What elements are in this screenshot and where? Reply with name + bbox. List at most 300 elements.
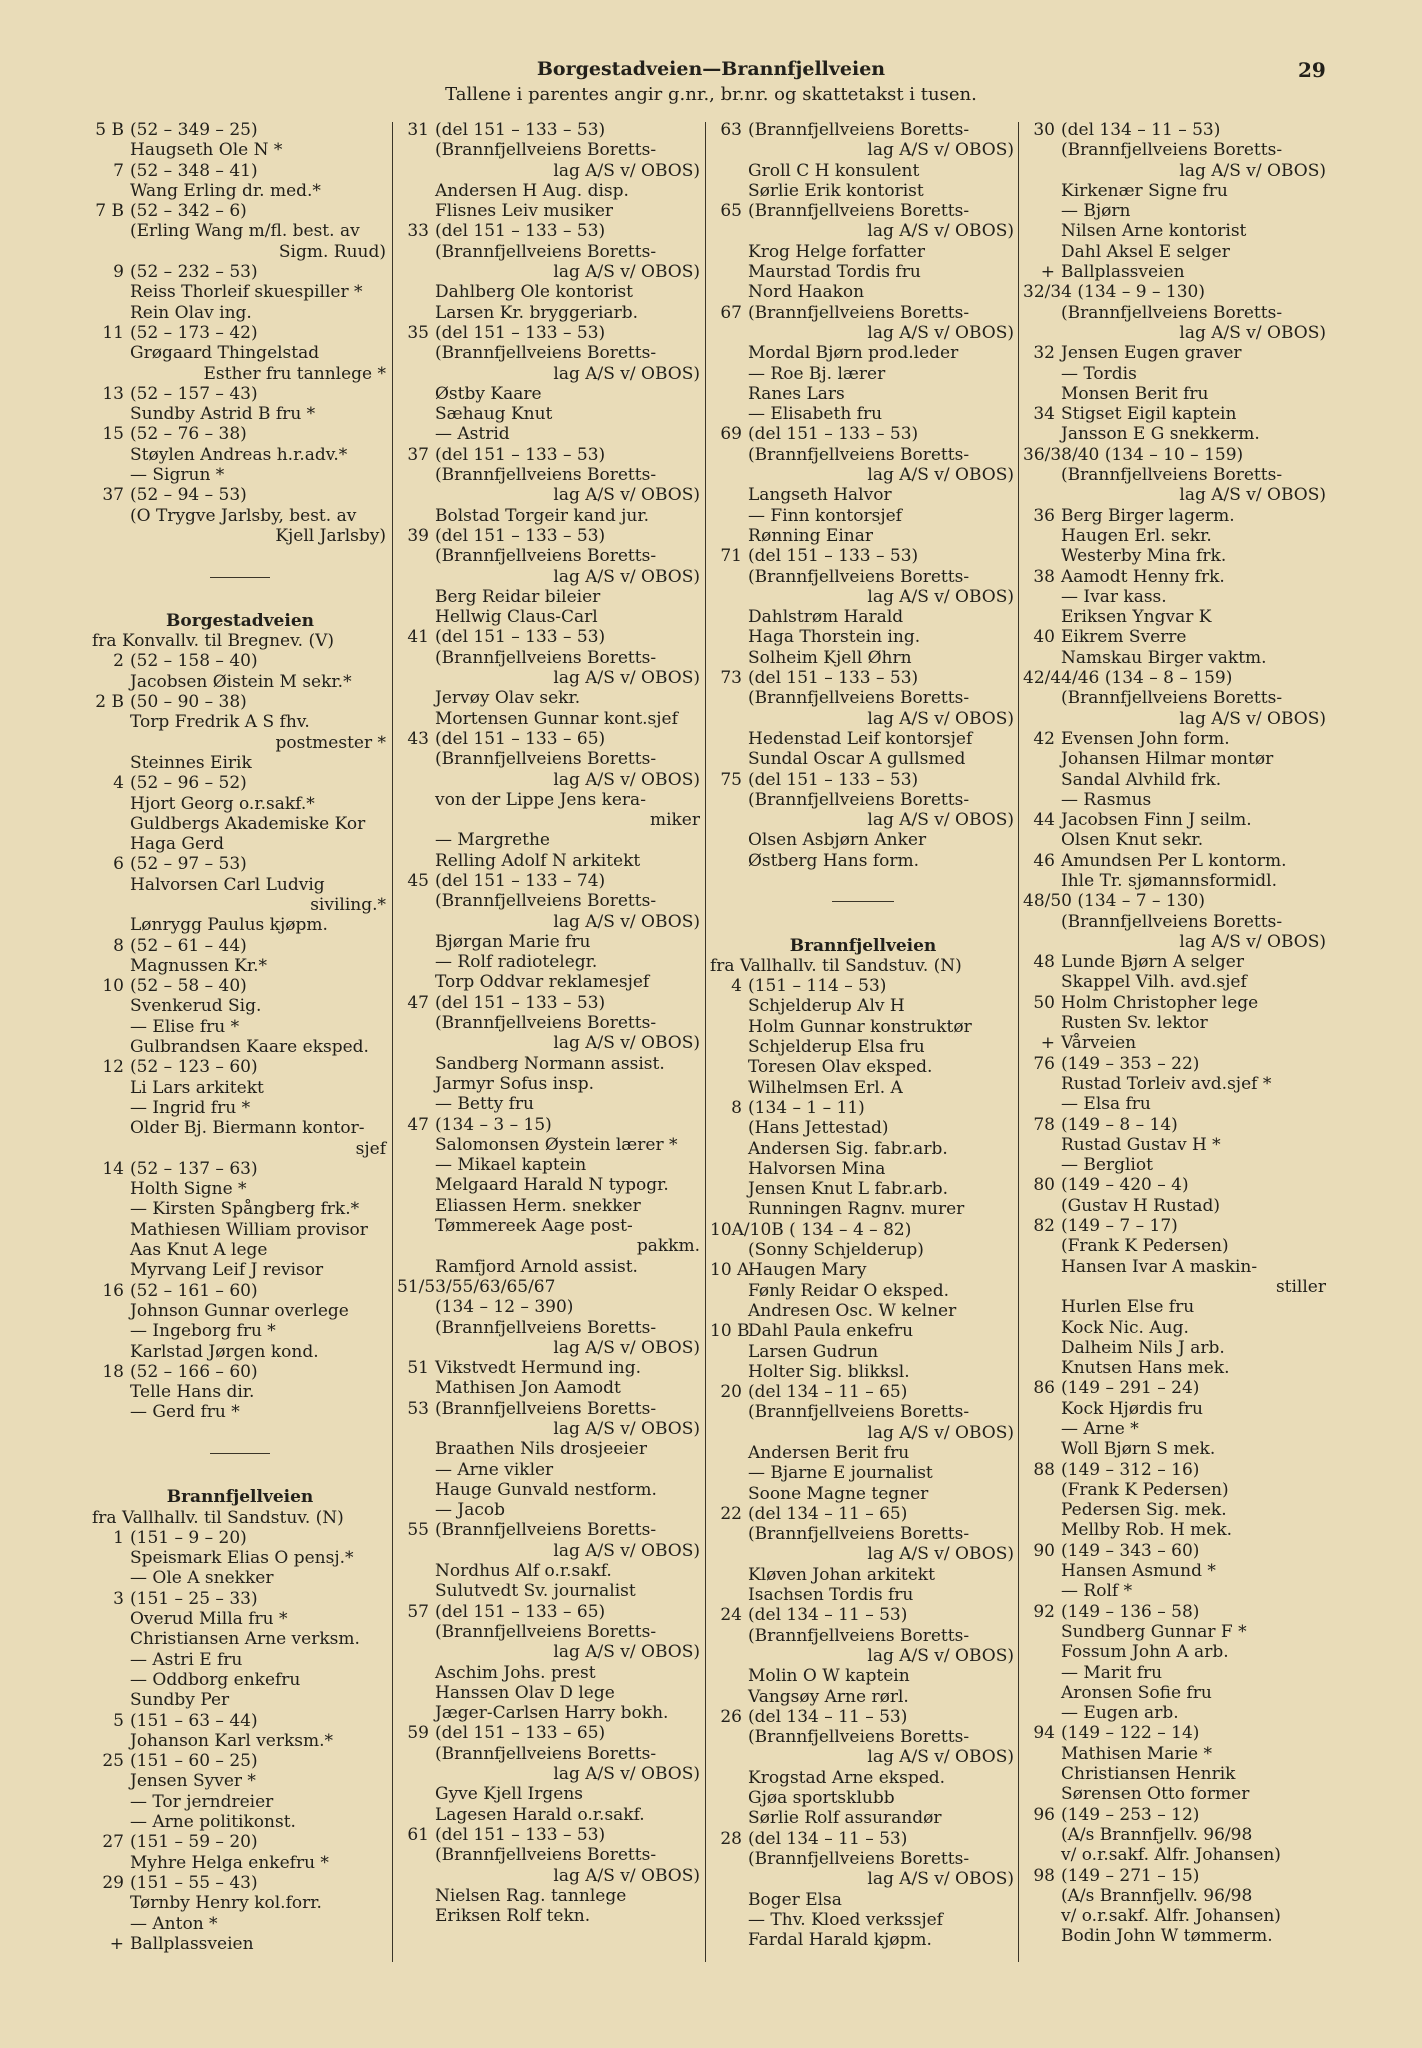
entry-text: Kløven Johan arkitekt — [748, 1564, 935, 1585]
resident-entry — [1023, 1622, 1328, 1642]
entry-text: Langseth Halvor — [748, 485, 892, 506]
entry-text: — Margrethe — [435, 830, 550, 851]
entry-text: Jansson E G snekkerm. — [1061, 424, 1260, 445]
house-number: 7 — [113, 160, 124, 181]
entry-text: Andersen H Aug. disp. — [435, 180, 629, 201]
entry-text: Magnussen Kr.* — [130, 955, 268, 976]
resident-entry — [1023, 1642, 1328, 1662]
entry-text: (52 – 348 – 41) — [130, 160, 258, 181]
resident-entry — [710, 1484, 1016, 1504]
address-entry — [92, 384, 388, 404]
continuation-line: postmester * — [275, 732, 386, 753]
continuation-line: lag A/S v/ OBOS) — [1179, 160, 1326, 181]
entry-text: Jacobsen Øistein M sekr.* — [130, 671, 352, 692]
house-number: 73 — [720, 668, 742, 689]
entry-text: (del 151 – 133 – 53) — [748, 546, 919, 567]
continuation-line: lag A/S v/ OBOS) — [1179, 931, 1326, 952]
entry-text: (149 – 343 – 60) — [1061, 1540, 1200, 1561]
resident-entry — [1023, 972, 1328, 992]
entry-text: — Astri E fru — [130, 1649, 243, 1670]
entry-text: Knutsen Hans mek. — [1061, 1358, 1230, 1379]
entry-text: Pedersen Sig. mek. — [1061, 1500, 1227, 1521]
address-entry — [397, 1115, 702, 1135]
entry-text: (149 – 253 – 12) — [1061, 1804, 1200, 1825]
house-number: 39 — [407, 525, 429, 546]
entry-text: (149 – 8 – 14) — [1061, 1114, 1178, 1135]
entry-text: (del 151 – 133 – 53) — [748, 424, 919, 445]
continuation-line: lag A/S v/ OBOS) — [867, 708, 1014, 729]
entry-text: Monsen Berit fru — [1061, 383, 1209, 404]
entry-text: (149 – 7 – 17) — [1061, 1216, 1178, 1237]
resident-entry — [397, 1500, 702, 1520]
address-entry — [92, 773, 388, 793]
entry-text: (52 – 94 – 53) — [130, 485, 247, 506]
resident-entry — [92, 181, 388, 201]
house-number: 18 — [102, 1361, 124, 1382]
entry-text: (52 – 96 – 52) — [130, 773, 247, 794]
resident-entry — [710, 830, 1016, 850]
resident-entry — [92, 1260, 388, 1280]
entry-text: — Marit fru — [1061, 1662, 1163, 1683]
entry-text: Holm Christopher lege — [1061, 992, 1259, 1013]
house-number: 63 — [720, 120, 742, 140]
entry-text: Dahl Aksel E selger — [1061, 241, 1230, 262]
resident-entry — [397, 384, 702, 404]
resident-entry — [92, 1301, 388, 1321]
entry-text: (149 – 271 – 15) — [1061, 1865, 1200, 1886]
entry-text: Christiansen Henrik — [1061, 1764, 1236, 1785]
address-entry — [92, 1589, 388, 1609]
entry-text: Støylen Andreas h.r.adv.* — [130, 444, 348, 465]
resident-entry — [1023, 1013, 1328, 1033]
entry-text: Andersen Sig. fabr.arb. — [748, 1138, 948, 1159]
resident-entry — [92, 1629, 388, 1649]
resident-entry — [92, 1731, 388, 1751]
resident-entry — [710, 1524, 1016, 1544]
spacer — [710, 871, 1016, 891]
house-number: 37 — [407, 444, 429, 465]
continuation-line: sjef — [355, 1138, 386, 1159]
entry-text: Lagesen Harald o.r.sakf. — [435, 1804, 645, 1825]
resident-entry — [1023, 1500, 1328, 1520]
entry-text: Hansen Asmund * — [1061, 1561, 1216, 1582]
resident-entry — [397, 1622, 702, 1642]
entry-text: — Rolf * — [1061, 1581, 1133, 1602]
resident-entry — [1023, 1561, 1328, 1581]
resident-entry — [710, 181, 1016, 201]
section-rule — [92, 567, 388, 591]
resident-entry — [1023, 830, 1328, 850]
entry-text: Torp Fredrik A S fhv. — [130, 712, 310, 733]
resident-entry — [1023, 1399, 1328, 1419]
entry-text: (52 – 158 – 40) — [130, 651, 258, 672]
address-entry — [710, 1605, 1016, 1625]
entry-text: — Astrid — [435, 424, 510, 445]
house-number: 50 — [1033, 992, 1055, 1013]
address-entry — [1023, 343, 1328, 363]
resident-entry — [92, 1771, 388, 1791]
resident-entry — [710, 1199, 1016, 1219]
entry-text: Myrvang Leif J revisor — [130, 1260, 324, 1281]
entry-text: Older Bj. Biermann kontor- — [130, 1118, 365, 1139]
directory-column-2 — [397, 120, 702, 1926]
entry-text: Amundsen Per L kontorm. — [1061, 850, 1287, 871]
entry-text: (Brannfjellveiens Boretts- — [748, 688, 970, 709]
resident-entry — [710, 526, 1016, 546]
resident-entry — [710, 688, 1016, 708]
entry-text: (Brannfjellveiens Boretts- — [435, 1621, 657, 1642]
address-entry — [710, 1504, 1016, 1524]
continuation-line: lag A/S v/ OBOS) — [553, 485, 700, 506]
entry-text: (52 – 137 – 63) — [130, 1158, 258, 1179]
spacer — [92, 546, 388, 566]
resident-entry — [710, 607, 1016, 627]
resident-entry — [1023, 1703, 1328, 1723]
entry-text: (52 – 173 – 42) — [130, 322, 258, 343]
entry-text: (151 – 25 – 33) — [130, 1588, 258, 1609]
entry-text: — Betty fru — [435, 1094, 534, 1115]
entry-text: (Brannfjellveiens Boretts- — [435, 1013, 657, 1034]
house-number: 48 — [1033, 952, 1055, 973]
resident-entry — [710, 404, 1016, 424]
house-number: 96 — [1033, 1804, 1055, 1825]
resident-entry — [92, 1037, 388, 1057]
house-number: 14 — [102, 1158, 124, 1179]
entry-text: — Ole A snekker — [130, 1568, 274, 1589]
house-number: 10 A — [710, 1260, 750, 1281]
resident-entry — [1023, 242, 1328, 262]
page-title: Borgestadveien—Brannfjellveien — [536, 58, 886, 80]
entry-text: (52 – 349 – 25) — [130, 120, 258, 140]
continuation-line: lag A/S v/ OBOS) — [867, 221, 1014, 242]
house-number: 90 — [1033, 1540, 1055, 1561]
entry-text: (Brannfjellveiens Boretts- — [748, 566, 970, 587]
resident-entry — [1023, 790, 1328, 810]
entry-text: Toresen Olav eksped. — [748, 1057, 933, 1078]
entry-text: Hurlen Else fru — [1061, 1297, 1195, 1318]
address-entry — [1023, 851, 1328, 871]
resident-entry — [92, 1914, 388, 1934]
entry-text: Hansen Ivar A maskin- — [1061, 1256, 1258, 1277]
entry-text: Tørnby Henry kol.forr. — [130, 1893, 322, 1914]
directory-line: 10A/10B ( 134 – 4 – 82) — [710, 1219, 912, 1240]
resident-entry — [92, 875, 388, 895]
resident-entry — [92, 1893, 388, 1913]
house-number: 33 — [407, 221, 429, 242]
entry-text: (Brannfjellveiens Boretts- — [435, 1398, 657, 1419]
entry-text: von der Lippe Jens kera- — [435, 789, 646, 810]
entry-text: (Brannfjellveiens Boretts- — [748, 1727, 970, 1748]
entry-text: Dalheim Nils J arb. — [1061, 1337, 1225, 1358]
entry-text: Johanson Karl verksm.* — [130, 1730, 334, 1751]
resident-entry — [92, 834, 388, 854]
section-rule — [92, 1443, 388, 1467]
house-number: 40 — [1033, 627, 1055, 648]
address-entry — [1023, 1175, 1328, 1195]
address-entry — [1023, 1115, 1328, 1135]
continuation-line: lag A/S v/ OBOS) — [867, 1869, 1014, 1890]
resident-entry — [1023, 587, 1328, 607]
resident-entry — [397, 404, 702, 424]
entry-text: Relling Adolf N arkitekt — [435, 850, 641, 871]
column-divider — [392, 122, 393, 1962]
address-entry — [1023, 262, 1328, 282]
page-subtitle: Tallene i parentes angir g.nr., br.nr. og skattetakst i tusen. — [445, 84, 977, 105]
entry-text: (Erling Wang m/fl. best. av — [130, 221, 360, 242]
address-entry — [1023, 1866, 1328, 1886]
resident-entry — [1023, 303, 1328, 323]
resident-entry — [1023, 607, 1328, 627]
address-entry — [710, 120, 1016, 140]
entry-text: Olsen Knut sekr. — [1061, 830, 1204, 851]
continuation-line: lag A/S v/ OBOS) — [1179, 322, 1326, 343]
address-entry — [92, 651, 388, 671]
resident-entry — [1023, 770, 1328, 790]
resident-entry — [92, 956, 388, 976]
entry-text: Vårveien — [1061, 1033, 1137, 1054]
entry-text: (149 – 353 – 22) — [1061, 1053, 1200, 1074]
address-entry — [397, 871, 702, 891]
column-divider — [705, 122, 706, 1962]
entry-text: (Gustav H Rustad) — [1061, 1195, 1221, 1216]
house-number: 13 — [102, 383, 124, 404]
house-number: 65 — [720, 201, 742, 222]
resident-entry — [397, 587, 702, 607]
entry-text: Sundal Oscar A gullsmed — [748, 749, 966, 770]
address-entry — [397, 120, 702, 140]
resident-entry — [397, 1196, 702, 1216]
entry-text: — Rolf radiotelegr. — [435, 952, 598, 973]
continuation-line: stiller — [1275, 1276, 1326, 1297]
house-number: 11 — [102, 322, 124, 343]
entry-text: Melgaard Harald N typogr. — [435, 1175, 669, 1196]
entry-text: (Brannfjellveiens Boretts- — [1061, 688, 1283, 709]
resident-entry — [1023, 1480, 1328, 1500]
resident-entry — [710, 729, 1016, 749]
entry-text: (del 151 – 133 – 53) — [435, 627, 606, 648]
resident-entry — [397, 1439, 702, 1459]
entry-text: Soone Magne tegner — [748, 1483, 929, 1504]
spacer — [92, 1467, 388, 1487]
entry-text: (del 134 – 11 – 53) — [1061, 120, 1221, 140]
house-number: 12 — [102, 1057, 124, 1078]
entry-text: (del 151 – 133 – 65) — [435, 1601, 606, 1622]
entry-text: Mordal Bjørn prod.leder — [748, 343, 959, 364]
resident-entry — [397, 424, 702, 444]
entry-text: Jervøy Olav sekr. — [435, 688, 581, 709]
resident-entry — [1023, 1845, 1328, 1865]
house-number: 1 — [113, 1527, 124, 1548]
entry-text: Braathen Nils drosjeeier — [435, 1439, 647, 1460]
resident-entry — [710, 262, 1016, 282]
resident-entry — [92, 1078, 388, 1098]
entry-text: Gyve Kjell Irgens — [435, 1784, 584, 1805]
continuation-line: Esther fru tannlege * — [203, 363, 386, 384]
entry-text: Sørlie Rolf assurandør — [748, 1808, 942, 1829]
entry-text: Halvorsen Carl Ludvig — [130, 874, 325, 895]
continuation-line: lag A/S v/ OBOS) — [553, 160, 700, 181]
entry-text: — Thv. Kloed verkssjef — [748, 1909, 943, 1930]
address-entry — [1023, 120, 1328, 140]
resident-entry — [710, 1118, 1016, 1138]
entry-text: (52 – 166 – 60) — [130, 1361, 258, 1382]
house-number: 27 — [102, 1832, 124, 1853]
resident-entry — [710, 343, 1016, 363]
address-entry — [397, 993, 702, 1013]
entry-text: Holm Gunnar konstruktør — [748, 1016, 972, 1037]
entry-text: Ballplassveien — [130, 1933, 254, 1954]
resident-entry — [92, 140, 388, 160]
resident-entry — [92, 1670, 388, 1690]
resident-entry — [92, 1179, 388, 1199]
resident-entry — [1023, 1520, 1328, 1540]
entry-text: Holter Sig. blikksl. — [748, 1361, 910, 1382]
entry-text: Ballplassveien — [1061, 262, 1185, 283]
entry-text: v/ o.r.sakf. Alfr. Johansen) — [1061, 1845, 1281, 1866]
address-entry — [397, 526, 702, 546]
entry-text: Haga Thorstein ing. — [748, 627, 921, 648]
entry-text: (Brannfjellveiens Boretts- — [748, 444, 970, 465]
continuation-line: lag A/S v/ OBOS) — [553, 1337, 700, 1358]
entry-text: Runningen Ragnv. murer — [748, 1199, 965, 1220]
entry-text: Karlstad Jørgen kond. — [130, 1341, 319, 1362]
resident-entry — [397, 1094, 702, 1114]
resident-entry — [710, 1687, 1016, 1707]
continuation-line: lag A/S v/ OBOS) — [867, 810, 1014, 831]
house-number: 38 — [1033, 566, 1055, 587]
resident-entry — [710, 851, 1016, 871]
entry-text: (52 – 123 – 60) — [130, 1057, 258, 1078]
address-entry — [1023, 1460, 1328, 1480]
resident-entry — [710, 1179, 1016, 1199]
resident-entry — [397, 749, 702, 769]
entry-text: — Tor jerndreier — [130, 1791, 274, 1812]
address-entry — [1023, 1805, 1328, 1825]
entry-text: Aronsen Sofie fru — [1061, 1682, 1212, 1703]
resident-entry — [92, 282, 388, 302]
house-number: 3 — [113, 1588, 124, 1609]
entry-text: Haga Gerd — [130, 834, 225, 855]
entry-text: Gulbrandsen Kaare eksped. — [130, 1037, 369, 1058]
house-number: 34 — [1033, 404, 1055, 425]
entry-text: (Brannfjellveiens Boretts- — [748, 120, 970, 140]
street-heading: Borgestadveien — [165, 610, 315, 631]
resident-entry — [1023, 526, 1328, 546]
entry-text: Rønning Einar — [748, 525, 873, 546]
address-entry — [92, 485, 388, 505]
house-number: 80 — [1033, 1175, 1055, 1196]
entry-text: Olsen Asbjørn Anker — [748, 830, 927, 851]
address-entry — [1023, 1054, 1328, 1074]
resident-entry — [1023, 749, 1328, 769]
resident-entry — [92, 794, 388, 814]
resident-entry — [397, 546, 702, 566]
continuation-line: lag A/S v/ OBOS) — [553, 1419, 700, 1439]
entry-text: Jensen Eugen graver — [1061, 343, 1242, 364]
continuation-line: lag A/S v/ OBOS) — [1179, 485, 1326, 506]
resident-entry — [397, 343, 702, 363]
resident-entry — [710, 1727, 1016, 1747]
directory-line: 32/34 (134 – 9 – 130) — [1023, 282, 1205, 303]
entry-text: (149 – 291 – 24) — [1061, 1378, 1200, 1399]
house-number: 36 — [1033, 505, 1055, 526]
address-entry — [397, 1358, 702, 1378]
entry-text: Wang Erling dr. med.* — [130, 180, 321, 201]
house-number: 92 — [1033, 1601, 1055, 1622]
resident-entry — [710, 1342, 1016, 1362]
house-number: + — [109, 1933, 124, 1954]
directory-column-1 — [92, 120, 388, 1954]
directory-line: fra Konvallv. til Bregnev. (V) — [92, 631, 335, 652]
resident-entry — [397, 1460, 702, 1480]
entry-text: — Bjørn — [1061, 201, 1131, 222]
continuation-line: miker — [649, 810, 700, 831]
entry-text: (del 151 – 133 – 53) — [435, 525, 606, 546]
entry-text: — Anton * — [130, 1913, 218, 1934]
resident-entry — [397, 972, 702, 992]
continuation-line: lag A/S v/ OBOS) — [867, 1747, 1014, 1768]
entry-text: Salomonsen Øystein lærer * — [435, 1134, 678, 1155]
resident-entry — [1023, 1236, 1328, 1256]
resident-entry — [1023, 1784, 1328, 1804]
entry-text: (Brannfjellveiens Boretts- — [435, 1520, 657, 1541]
entry-text: (50 – 90 – 38) — [130, 692, 247, 713]
house-number: 57 — [407, 1601, 429, 1622]
spacer — [92, 591, 388, 611]
resident-entry — [1023, 424, 1328, 444]
entry-text: Haugen Mary — [748, 1260, 867, 1281]
street-heading: Brannfjellveien — [166, 1487, 314, 1508]
entry-text: Sørensen Otto former — [1061, 1784, 1250, 1805]
entry-text: Hellwig Claus-Carl — [435, 607, 598, 628]
house-number: 82 — [1033, 1216, 1055, 1237]
continuation-line: lag A/S v/ OBOS) — [867, 1645, 1014, 1666]
entry-text: Mellby Rob. H mek. — [1061, 1520, 1233, 1541]
entry-text: (52 – 342 – 6) — [130, 201, 247, 222]
entry-text: Aas Knut A lege — [130, 1240, 268, 1261]
resident-entry — [710, 1037, 1016, 1057]
house-number: 41 — [407, 627, 429, 648]
address-entry — [397, 1602, 702, 1622]
entry-text: Johnson Gunnar overlege — [130, 1300, 349, 1321]
entry-text: Rustad Gustav H * — [1061, 1134, 1221, 1155]
resident-entry — [1023, 1825, 1328, 1845]
resident-entry — [397, 1155, 702, 1175]
entry-text: — Rasmus — [1061, 789, 1152, 810]
resident-entry — [397, 932, 702, 952]
spacer — [710, 915, 1016, 935]
resident-entry — [710, 996, 1016, 1016]
house-number: 55 — [407, 1520, 429, 1541]
entry-text: — Elsa fru — [1061, 1094, 1151, 1115]
entry-text: (del 134 – 11 – 53) — [748, 1706, 908, 1727]
entry-text: Sandberg Normann assist. — [435, 1053, 665, 1074]
resident-entry — [710, 1890, 1016, 1910]
resident-entry — [1023, 201, 1328, 221]
resident-entry — [710, 1402, 1016, 1422]
entry-text: Hanssen Olav D lege — [435, 1682, 615, 1703]
entry-text: Fardal Harald kjøpm. — [748, 1930, 932, 1951]
entry-text: — Finn kontorsjef — [748, 505, 902, 526]
entry-text: (O Trygve Jarlsby, best. av — [130, 505, 357, 526]
directory-line: 42/44/46 (134 – 8 – 159) — [1023, 668, 1233, 689]
entry-text: (52 – 97 – 53) — [130, 854, 247, 875]
entry-text: — Roe Bj. lærer — [748, 363, 886, 384]
resident-entry — [1023, 1318, 1328, 1338]
resident-entry — [397, 1175, 702, 1195]
house-number: 8 — [731, 1097, 742, 1118]
entry-text: Krog Helge forfatter — [748, 241, 925, 262]
